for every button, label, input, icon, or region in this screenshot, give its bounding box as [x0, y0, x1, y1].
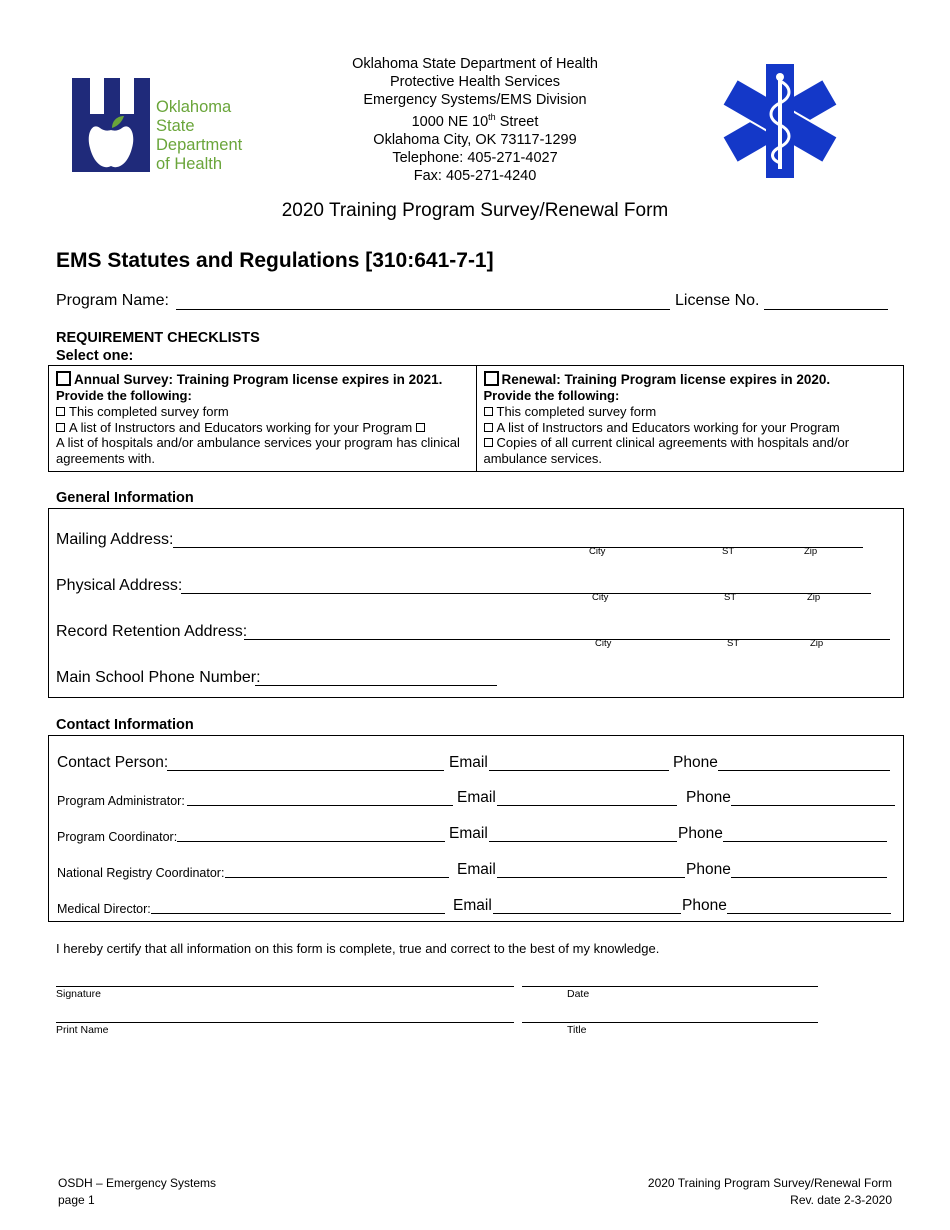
street-suffix: th — [488, 112, 496, 123]
contact-person-phone-field[interactable] — [718, 770, 890, 771]
street-name: Street — [495, 114, 539, 131]
medical-director-phone-field[interactable] — [727, 913, 891, 914]
program-coord-phone-label: Phone — [678, 825, 723, 842]
footer-right — [648, 1175, 892, 1209]
annual-item-3-text: A list of hospitals and/or ambulance services your program has clinical agreements with. — [56, 435, 460, 467]
contact-person-label: Contact Person: — [57, 754, 169, 771]
registry-coord-email-field[interactable] — [497, 877, 685, 878]
renewal-provide-label: Provide the following: — [483, 388, 620, 403]
program-coord-field[interactable] — [177, 841, 445, 842]
registry-coord-label: National Registry Coordinator: — [57, 866, 225, 880]
annual-item-2-text: A list of Instructors and Educators working for your Program — [69, 419, 413, 435]
retention-zip-label: Zip — [810, 638, 824, 649]
school-phone-field[interactable] — [255, 685, 497, 686]
license-label: License No. — [675, 292, 760, 309]
annual-survey-heading — [56, 371, 469, 388]
medical-director-label: Medical Director: — [57, 902, 151, 916]
annual-survey-title: Annual Survey: Training Program license expires in 2021. — [74, 372, 443, 388]
footer-org: OSDH – Emergency Systems — [58, 1176, 217, 1190]
program-coord-row — [57, 828, 177, 846]
contact-person-row — [57, 754, 168, 772]
annual-item-1-checkbox[interactable] — [56, 407, 65, 416]
license-row — [675, 292, 760, 310]
agency-street — [300, 109, 650, 132]
date-label: Date — [567, 988, 590, 1000]
program-name-field[interactable] — [176, 309, 670, 310]
annual-item-1 — [56, 404, 469, 420]
contact-info-box — [48, 735, 904, 922]
retention-city-label: City — [595, 638, 612, 649]
school-phone-label: Main School Phone Number: — [56, 669, 261, 686]
agency-name: Oklahoma State Department of Health — [352, 56, 598, 72]
contact-person-phone-label: Phone — [673, 754, 718, 771]
contact-person-email-field[interactable] — [489, 770, 669, 771]
medical-director-email-label: Email — [453, 897, 492, 914]
renewal-item-3-checkbox[interactable] — [484, 438, 493, 447]
program-admin-email-field[interactable] — [497, 805, 677, 806]
renewal-item-1-text: This completed survey form — [496, 403, 657, 419]
program-coord-label: Program Coordinator: — [57, 830, 178, 844]
renewal-item-3-text: Copies of all current clinical agreements with hospitals and/or ambulance services. — [483, 435, 850, 467]
retention-address-label: Record Retention Address: — [56, 623, 248, 640]
annual-survey-option — [49, 366, 476, 471]
street-number: 1000 NE 10 — [411, 114, 489, 131]
renewal-item-2-text: A list of Instructors and Educators working for your Program — [496, 419, 840, 435]
footer-revision: Rev. date 2-3-2020 — [790, 1193, 892, 1207]
agency-address-block — [300, 56, 650, 185]
select-one-label: Select one: — [56, 348, 134, 364]
contact-info-heading: Contact Information — [56, 717, 194, 733]
program-admin-row — [57, 792, 185, 810]
physical-zip-label: Zip — [807, 592, 821, 603]
physical-address-label: Physical Address: — [56, 577, 183, 594]
agency-division: Emergency Systems/EMS Division — [363, 91, 587, 108]
program-coord-email-label: Email — [449, 825, 488, 842]
registry-coord-phone-label: Phone — [686, 861, 731, 878]
requirement-checklist — [48, 365, 904, 472]
mailing-address-field[interactable] — [173, 547, 863, 548]
annual-item-2-checkbox[interactable] — [56, 423, 65, 432]
medical-director-field[interactable] — [151, 913, 445, 914]
registry-coord-row — [57, 864, 224, 882]
renewal-item-3 — [484, 435, 897, 467]
annual-item-1-text: This completed survey form — [69, 403, 229, 419]
footer-form-name: 2020 Training Program Survey/Renewal Form — [647, 1176, 892, 1190]
registry-coord-field[interactable] — [225, 877, 449, 878]
renewal-option — [476, 366, 904, 471]
regulations-heading: EMS Statutes and Regulations [310:641-7-1] — [56, 249, 494, 272]
osdh-logo — [72, 78, 252, 174]
signature-field[interactable] — [56, 986, 514, 987]
print-name-label: Print Name — [56, 1024, 109, 1036]
annual-item-2 — [56, 420, 469, 436]
signature-label: Signature — [56, 988, 101, 1000]
renewal-item-2 — [484, 420, 897, 436]
program-name-row — [56, 292, 169, 310]
general-info-heading: General Information — [56, 490, 194, 506]
general-info-box — [48, 508, 904, 698]
logo-text-line-2: State — [156, 117, 195, 135]
date-field[interactable] — [522, 986, 818, 987]
renewal-heading — [484, 371, 897, 388]
physical-city-label: City — [592, 592, 609, 603]
certification-statement: I hereby certify that all information on this form is complete, true and correct to the best of my knowledge. — [56, 941, 660, 956]
mailing-zip-label: Zip — [804, 546, 818, 557]
logo-text-line-4: of Health — [156, 155, 223, 173]
annual-item-3-checkbox[interactable] — [416, 423, 425, 432]
contact-person-email-label: Email — [449, 754, 488, 771]
footer-page: page 1 — [58, 1193, 95, 1207]
requirements-heading: REQUIREMENT CHECKLISTS — [56, 330, 260, 346]
annual-provide-label: Provide the following: — [56, 388, 192, 403]
agency-telephone: Telephone: 405-271-4027 — [392, 149, 558, 166]
agency-city: Oklahoma City, OK 73117-1299 — [373, 132, 577, 149]
mailing-city-label: City — [589, 546, 606, 557]
title-label: Title — [567, 1024, 587, 1036]
program-name-label: Program Name: — [56, 292, 169, 309]
retention-state-label: ST — [727, 638, 740, 649]
registry-coord-email-label: Email — [457, 861, 496, 878]
program-coord-phone-field[interactable] — [723, 841, 887, 842]
renewal-item-2-checkbox[interactable] — [484, 423, 493, 432]
program-admin-phone-field[interactable] — [731, 805, 895, 806]
license-number-field[interactable] — [764, 309, 888, 310]
renewal-item-1-checkbox[interactable] — [484, 407, 493, 416]
medical-director-phone-label: Phone — [682, 897, 727, 914]
medical-director-row — [57, 900, 151, 918]
retention-address-field[interactable] — [244, 639, 890, 640]
title-field[interactable] — [522, 1022, 818, 1023]
program-admin-label: Program Administrator: — [57, 794, 185, 808]
mailing-address-label: Mailing Address: — [56, 531, 174, 548]
renewal-checkbox[interactable] — [484, 371, 499, 386]
renewal-title: Renewal: Training Program license expires in 2020. — [501, 372, 831, 388]
contact-person-field[interactable] — [167, 770, 444, 771]
star-of-life-icon — [722, 62, 838, 180]
physical-address-field[interactable] — [181, 593, 871, 594]
program-admin-phone-label: Phone — [686, 789, 731, 806]
form-title: 2020 Training Program Survey/Renewal Form — [281, 200, 669, 221]
program-admin-email-label: Email — [457, 789, 496, 806]
logo-text-line-3: Department — [156, 136, 243, 154]
footer-left — [58, 1175, 216, 1209]
physical-state-label: ST — [724, 592, 737, 603]
annual-survey-checkbox[interactable] — [56, 371, 71, 386]
print-name-field[interactable] — [56, 1022, 514, 1023]
program-admin-field[interactable] — [187, 805, 453, 806]
mailing-state-label: ST — [722, 546, 735, 557]
renewal-item-1 — [484, 404, 897, 420]
medical-director-email-field[interactable] — [493, 913, 681, 914]
registry-coord-phone-field[interactable] — [731, 877, 887, 878]
program-coord-email-field[interactable] — [489, 841, 677, 842]
logo-text-line-1: Oklahoma — [156, 98, 232, 116]
requirements-heading-block — [56, 329, 260, 365]
agency-fax: Fax: 405-271-4240 — [413, 167, 537, 184]
agency-service: Protective Health Services — [389, 73, 561, 90]
